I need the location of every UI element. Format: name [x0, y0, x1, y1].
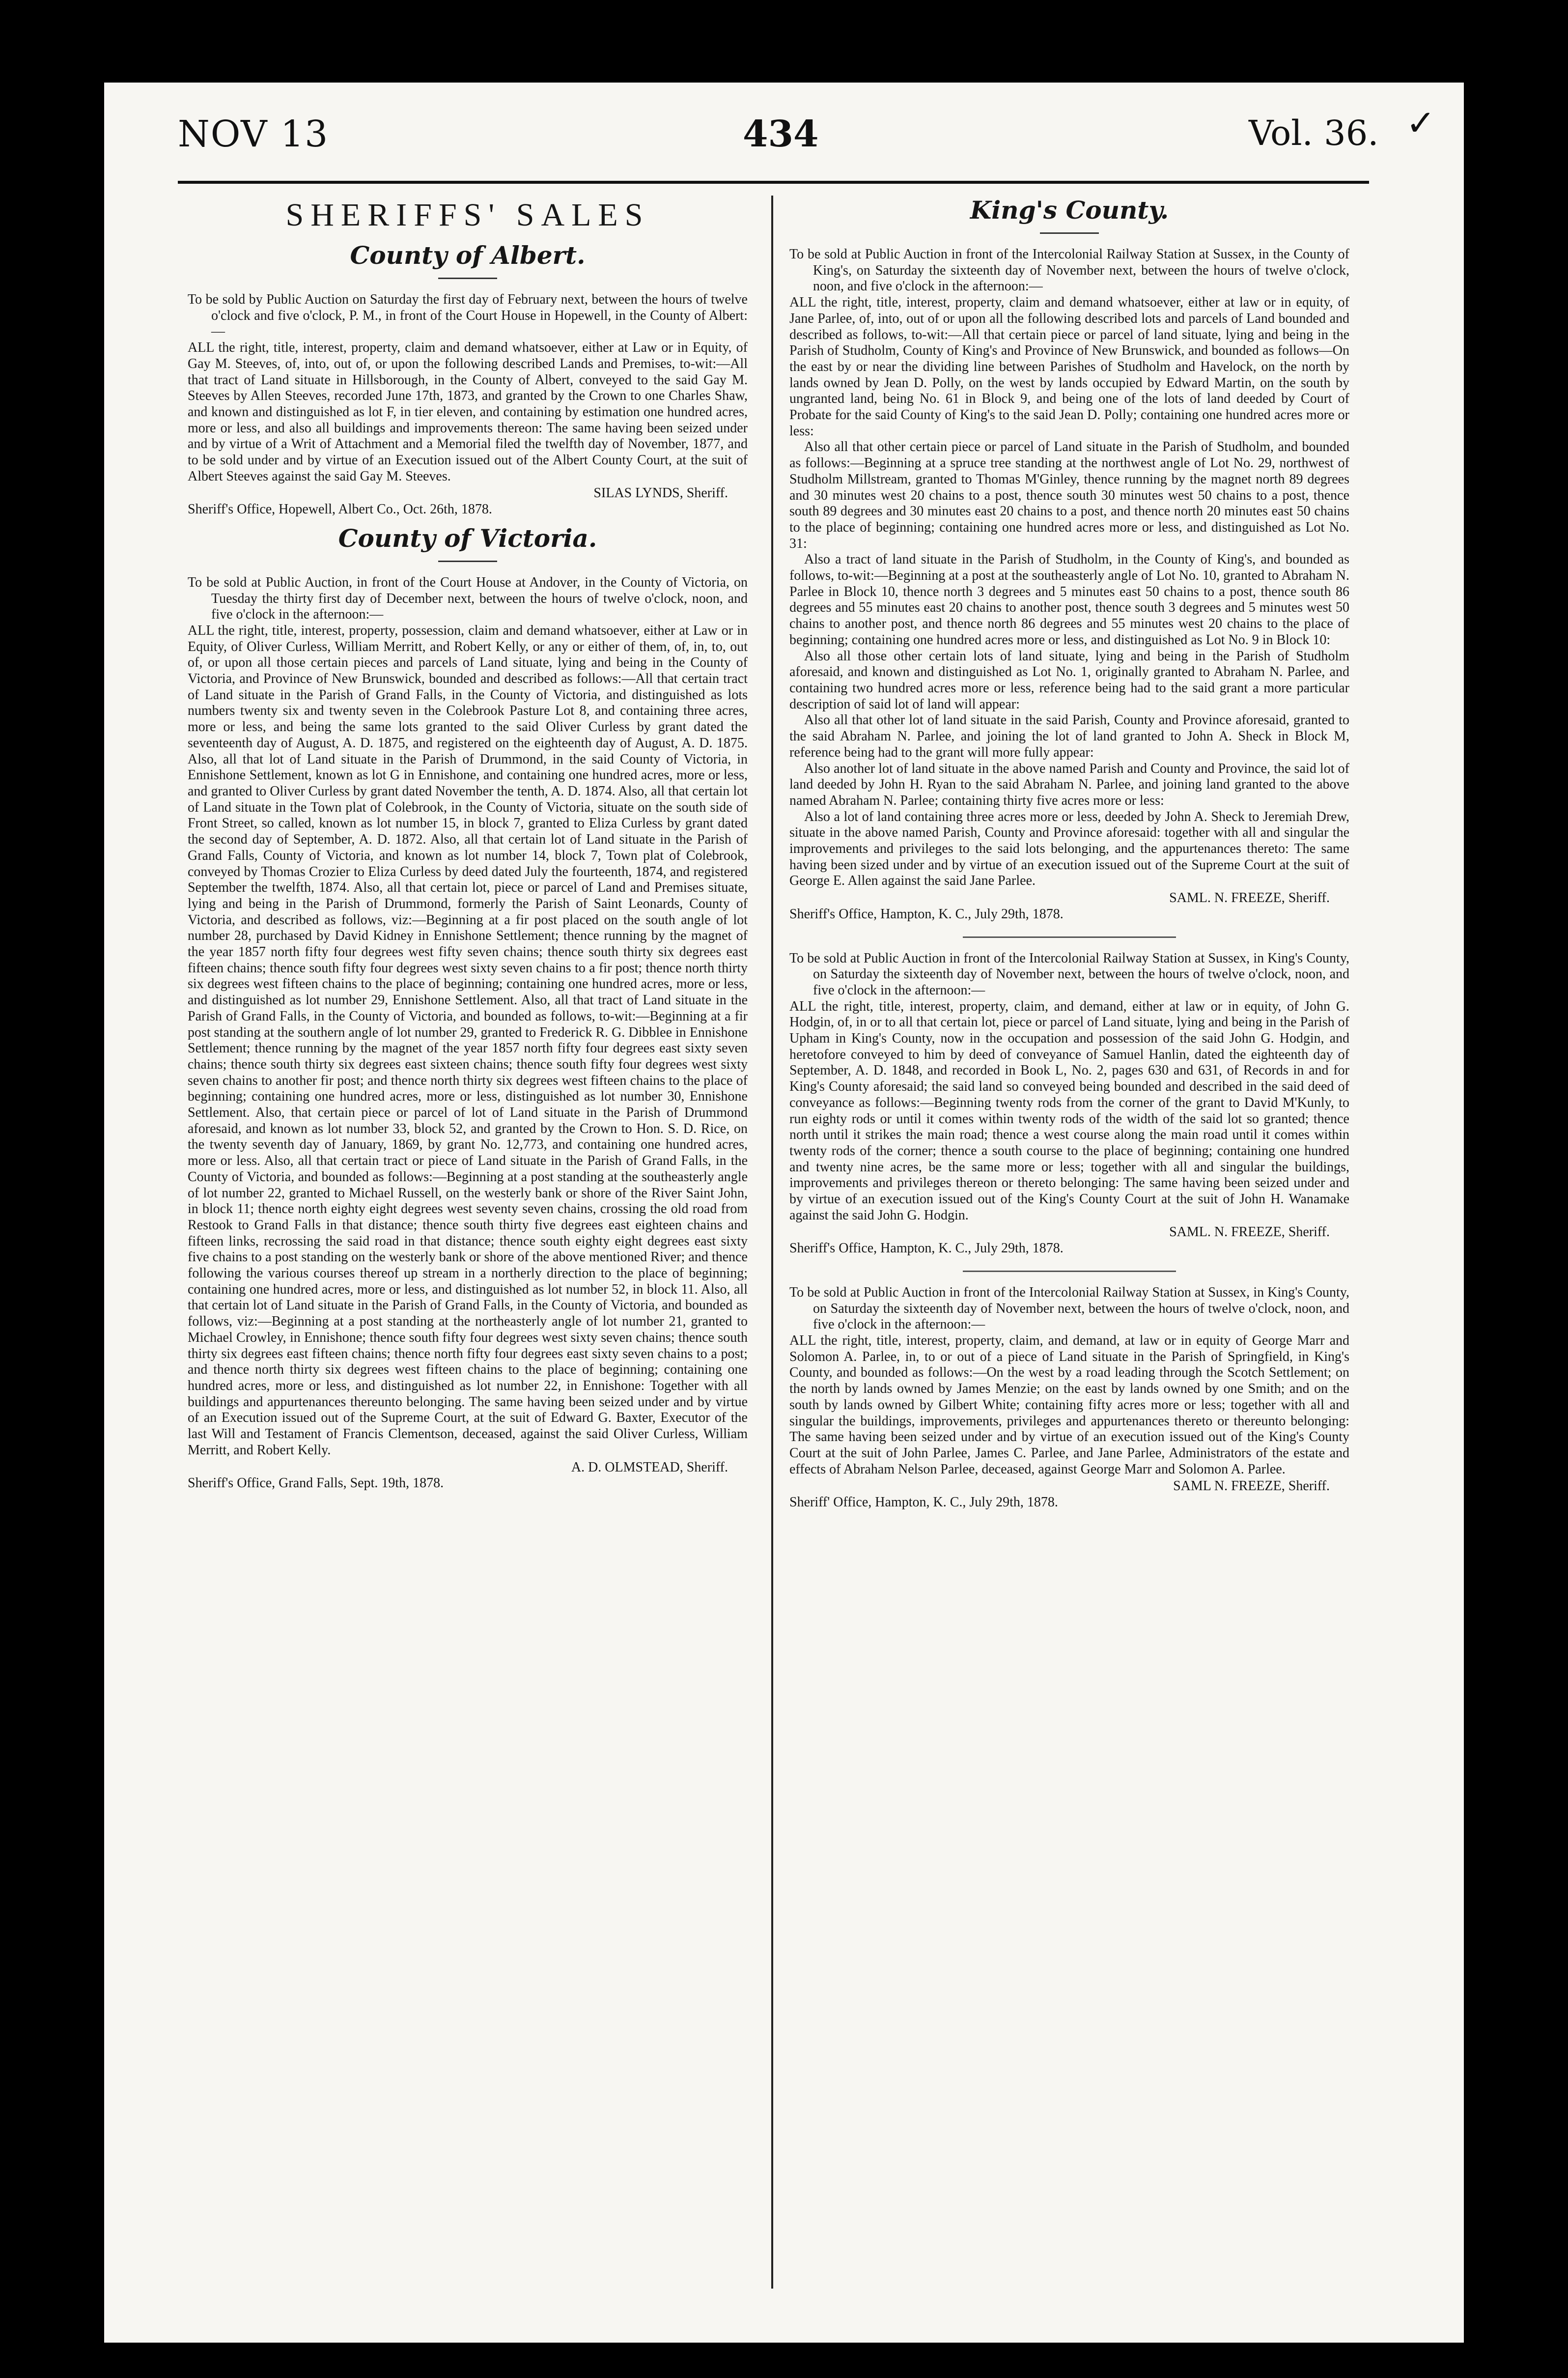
volume-label: Vol. 36.	[1249, 113, 1379, 153]
page-number: 434	[743, 113, 819, 155]
column-divider	[771, 196, 773, 2289]
sheriff-office-line: Sheriff' Office, Hampton, K. C., July 29th, 1878.	[789, 1495, 1058, 1510]
notice-paragraph: Also a lot of land containing three acres more or less, deeded by John A. Sheck to Jeremiah Drew, situate in the above named Parish, County and Province aforesaid: together with all and singular the improvements and privileges to the said lots belonging, and the appurtenances thereto: The same having been sized under and by virtue of an execution issued out of the Supreme Court at the suit of George E. Allen against the said Jane Parlee.	[789, 809, 1349, 889]
county-heading-albert: County of Albert.	[188, 241, 748, 279]
sheriff-signature: SAML N. FREEZE, Sheriff.	[1173, 1478, 1330, 1494]
sheriff-signature: A. D. OLMSTEAD, Sheriff.	[571, 1459, 728, 1475]
sheriff-signature: SILAS LYNDS, Sheriff.	[593, 485, 728, 501]
notice-separator	[963, 1271, 1176, 1272]
notice-paragraph: ALL the right, title, interest, property, claim and demand whatsoever, either at law or in equity, of Jane Parlee, of, into, out of or upon all the following described lots and parcels of Land bounded and described as follows, to-wit:—All that certain piece or parcel of land situate, lying and being in the Parish of Studholm, County of King's and Province of New Brunswick, and bounded as follows—On the east by or near the dividing line between Parishes of Studholm and Havelock, on the north by lands owned by Jean D. Polly, on the west by lands occupied by Edward Martin, on the south by ungranted land, being No. 61 in Block 9, and being one of the lots of land deeded by Court of Probate for the said County of King's to the said Jean D. Polly; containing one hundred acres more or less:	[789, 295, 1349, 439]
notice-intro: To be sold at Public Auction in front of the Intercolonial Railway Station at Sussex, in King's County, on Saturday the sixteenth day of November next, between the hours of twelve o'clock, noon, and five o'clock in the afternoon:—	[789, 1284, 1349, 1332]
county-heading-kings: King's County.	[789, 196, 1349, 234]
sheriff-office-line: Sheriff's Office, Hampton, K. C., July 29th, 1878.	[789, 1241, 1064, 1256]
notice-body: ALL the right, title, interest, property, claim and demand whatsoever, either at Law or in Equity, of Gay M. Steeves, of, into, out of, or upon the following described Lands and Premises, to-wit:—All that tract of Land situate in Hillsborough, in the County of Albert, conveyed to the said Gay M. Steeves by Allen Steeves, recorded June 17th, 1873, and granted by the Crown to one Charles Shaw, and known and distinguished as lot F, in tier eleven, and containing by estimation one hundred acres, more or less, and also all buildings and improvements thereon: The same having been seized under and by virtue of a Writ of Attachment and a Memorial filed the twelfth day of November, 1877, and to be sold under and by virtue of an Execution issued out of the Albert County Court, at the suit of Albert Steeves against the said Gay M. Steeves.	[188, 340, 748, 484]
county-heading-victoria: County of Victoria.	[188, 524, 748, 562]
header-rule	[178, 181, 1369, 184]
notice-paragraph: Also a tract of land situate in the Parish of Studholm, in the County of King's, and bounded as follows, to-wit:—Beginning at a post at the southeasterly angle of Lot No. 10, granted to Abraham N. Parlee in Block 10, thence north 3 degrees and 5 minutes east 50 chains to a post, thence south 86 degrees and 55 minutes east 20 chains to another post, thence south 3 degrees and 5 minutes west 50 chains to another post, and thence north 86 degrees and 55 minutes west 20 chains to the place of beginning; containing one hundred acres more or less, and distinguished as Lot No. 9 in Block 10:	[789, 552, 1349, 648]
notice-paragraph: Also all that other lot of land situate in the said Parish, County and Province aforesaid, granted to the said Abraham N. Parlee, and joining the lot of land granted to John A. Sheck in Block M, reference being had to the grant will more fully appear:	[789, 712, 1349, 760]
checkmark-icon: ✓	[1406, 102, 1436, 143]
notice-paragraph: Also all that other certain piece or parcel of Land situate in the Parish of Studholm, and bounded as follows:—Beginning at a spruce tree standing at the northwest angle of Lot No. 29, northwest of Studholm Millstream, granted to Thomas M'Ginley, thence running by the magnet north 89 degrees and 30 minutes west 20 chains to a post, thence south 30 minutes west 50 chains to a post, thence south 89 degrees and 30 minutes east 20 chains to a post, and thence north 20 minutes east 50 chains to the place of beginning; containing one hundred acres more or less, and distinguished as Lot No. 31:	[789, 439, 1349, 551]
notice-intro: To be sold at Public Auction in front of the Intercolonial Railway Station at Sussex, in King's County, on Saturday the sixteenth day of November next, between the hours of twelve o'clock, noon, and five o'clock in the afternoon:—	[789, 950, 1349, 998]
gazette-page	[104, 83, 1464, 2343]
sheriff-office-line: Sheriff's Office, Hopewell, Albert Co., Oct. 26th, 1878.	[188, 502, 492, 517]
notice-intro: To be sold at Public Auction, in front of the Court House at Andover, in the County of Victoria, on Tuesday the thirty first day of December next, between the hours of twelve o'clock, noon, and five o'clock in the afternoon:—	[188, 574, 748, 623]
notice-paragraph: Also another lot of land situate in the above named Parish and County and Province, the said lot of land deeded by John H. Ryan to the said Abraham N. Parlee, and joining land granted to the above named Abraham N. Parlee; containing thirty five acres more or less:	[789, 761, 1349, 808]
right-column	[789, 194, 1349, 1511]
sheriff-signature: SAML. N. FREEZE, Sheriff.	[1169, 890, 1330, 906]
notice-intro: To be sold at Public Auction in front of the Intercolonial Railway Station at Sussex, in the County of King's, on Saturday the sixteenth day of November next, between the hours of twelve o'clock, noon, and five o'clock in the afternoon:—	[789, 247, 1349, 294]
notice-paragraph: ALL the right, title, interest, property, claim, and demand, at law or in equity of George Marr and Solomon A. Parlee, in, to or out of a piece of Land situate in the Parish of Springfield, in King's County, and bounded as follows:—On the west by a road leading through the Scotch Settlement; on the north by lands owned by James Menzie; on the east by lands owned by one Smith; and on the south by lands owned by Gilbert White; containing fifty acres more or less; together with all and singular the buildings, improvements, privileges and appurtenances thereto or thereunto belonging: The same having been seized under and by virtue of an execution issued out of the King's County Court at the suit of John Parlee, James C. Parlee, and Jane Parlee, Administrators of the estate and effects of Abraham Nelson Parlee, deceased, against George Marr and Solomon A. Parlee.	[789, 1333, 1349, 1477]
notice-intro: To be sold by Public Auction on Saturday the first day of February next, between the hours of twelve o'clock and five o'clock, P. M., in front of the Court House in Hopewell, in the County of Albert:—	[188, 292, 748, 340]
notice-paragraph: ALL the right, title, interest, property, claim, and demand, either at law or in equity, of John G. Hodgin, of, in or to all that certain lot, piece or parcel of Land situate, lying and being in the Parish of Upham in King's County, now in the occupation and possession of the said John G. Hodgin, and heretofore conveyed to him by deed of conveyance of Samuel Hanlin, dated the eighteenth day of September, A. D. 1848, and recorded in Book L, No. 2, pages 630 and 631, of Records in and for King's County aforesaid; the said land so conveyed being bounded and described in the said deed of conveyance as follows:—Beginning twenty rods from the corner of the grant to David M'Kunly, to run eighty rods or until it comes within twenty rods of the width of the said lot so granted; thence north until it strikes the main road; thence a west course along the main road until it comes within twenty rods of the corner; thence a south course to the place of beginning; containing one hundred and twenty nine acres, be the same more or less; together with all and singular the buildings, improvements and privileges thereon or thereto belonging: The same having been seized under and by virtue of an execution issued out of the King's County Court at the suit of John H. Wanamake against the said John G. Hodgin.	[789, 998, 1349, 1223]
sheriff-signature: SAML. N. FREEZE, Sheriff.	[1169, 1224, 1330, 1240]
sheriff-office-line: Sheriff's Office, Grand Falls, Sept. 19th, 1878.	[188, 1475, 444, 1491]
notice-paragraph: Also all those other certain lots of land situate, lying and being in the Parish of Studholm aforesaid, and known and distinguished as Lot No. 1, originally granted to Abraham N. Parlee, and containing two hundred acres more or less, reference being had to the said grant a more particular description of said lot of land will appear:	[789, 648, 1349, 712]
notice-body: ALL the right, title, interest, property, possession, claim and demand whatsoever, either at Law or in Equity, of Oliver Curless, William Merritt, and Robert Kelly, or any or either of them, of, in, to, out of, or upon all those certain pieces and parcels of Land situate, lying and being in the County of Victoria, and Province of New Brunswick, bounded and described as follows:—All that certain tract of Land situate in the Parish of Grand Falls, in the County of Victoria, and distinguished as lots numbers twenty six and twenty seven in the Colebrook Pasture Lot 8, and containing three acres, more or less, and being the same lots granted to the said Oliver Curless by grant dated the seventeenth day of August, A. D. 1875, and registered on the eighteenth day of August, A. D. 1875. Also, all that lot of Land situate in the Parish of Drummond, in the said County of Victoria, in Ennishone Settlement, known as lot G in Ennishone, and containing one hundred acres, more or less, and granted to Oliver Curless by grant dated November the tenth, A. D. 1874. Also, all that certain lot of Land situate in the Town plat of Colebrook, in the County of Victoria, situate on the south side of Front Street, so called, known as lot number 15, in block 7, granted to Eliza Curless by grant dated the second day of September, A. D. 1872. Also, all that certain lot of Land situate in the Parish of Grand Falls, County of Victoria, and known as lot number 14, block 7, Town plat of Colebrook, conveyed by Thomas Crozier to Eliza Curless by deed dated July the fourteenth, 1874, and registered September the twelfth, 1874. Also, all that certain lot, piece or parcel of Land and Premises situate, lying and being in the Parish of Drummond, formerly the Parish of Saint Leonards, County of Victoria, and described as follows, viz:—Beginning at a fir post placed on the south angle of lot number 28, purchased by David Kidney in Ennishone Settlement; thence running by the magnet of the year 1857 north fifty four degrees west fifty seven chains; thence south thirty six degrees east fifteen chains; thence south fifty four degrees west sixty seven chains to a fir post; thence north thirty six degrees west fifteen chains to the place of beginning; containing one hundred acres, more or less, and distinguished as lot number 29, Ennishone Settlement. Also, all that tract of Land situate in the Parish of Grand Falls, in the County of Victoria, and bounded as follows, to-wit:—Beginning at a fir post standing at the southern angle of lot number 29, granted to Frederick R. G. Dibblee in Ennishone Settlement; thence running by the magnet of the year 1857 north fifty four degrees east sixty seven chains; thence south thirty six degrees east sixteen chains; thence south fifty four degrees west sixty seven chains to another fir post; and thence north thirty six degrees west fifteen chains to the place of beginning; containing one hundred acres, more or less, distinguished as lot number 30, Ennishone Settlement. Also, that certain piece or parcel of lot of Land situate in the Parish of Drummond aforesaid, and known as lot number 33, block 52, and granted by the Crown to Hon. S. D. Rice, on the twenty seventh day of January, 1869, by grant No. 12,773, and containing one hundred acres, more or less. Also, all that certain tract or piece of Land situate in the Parish of Grand Falls, in the County of Victoria, and bounded as follows:—Beginning at a post standing at the southeasterly angle of lot number 22, granted to Michael Russell, on the westerly bank or shore of the River Saint John, in block 11; thence north eighty eight degrees west seventy seven chains, crossing the old road from Restook to Grand Falls in that distance; thence south thirty five degrees east eighteen chains and fifteen links, recrossing the said road in that distance; thence south eighty eight degrees east sixty five chains to a post standing on the westerly bank or shore of the above mentioned River; and thence following the various courses thereof up stream in a northerly direction to the place of beginning; containing one hundred acres, more or less, and distinguished as lot number 52, in block 11. Also, all that certain lot of Land situate in the Parish of Grand Falls, in the County of Victoria, and bounded as follows, viz:—Beginning at a post standing at the northeasterly angle of lot number 21, granted to Michael Crowley, in Ennishone; thence south fifty four degrees west sixty seven chains; thence south thirty six degrees east fifteen chains; thence north fifty four degrees east sixty seven chains to a post; and thence north thirty six degrees west fifteen chains to the place of beginning; containing one hundred acres, more or less, and distinguished as lot number 22, in Ennishone: Together with all buildings and appurtenances thereunto belonging. The same having been seized under and by virtue of an Execution issued out of the Supreme Court, at the suit of Edward G. Baxter, Executor of the last Will and Testament of Francis Clementson, deceased, against the said Oliver Curless, William Merritt, and Robert Kelly.	[188, 623, 748, 1458]
masthead: SHERIFFS' SALES	[285, 197, 650, 233]
sheriff-office-line: Sheriff's Office, Hampton, K. C., July 29th, 1878.	[789, 906, 1064, 922]
left-column	[188, 194, 748, 1498]
date-stamp: NOV 13	[178, 113, 329, 155]
notice-separator	[963, 936, 1176, 938]
